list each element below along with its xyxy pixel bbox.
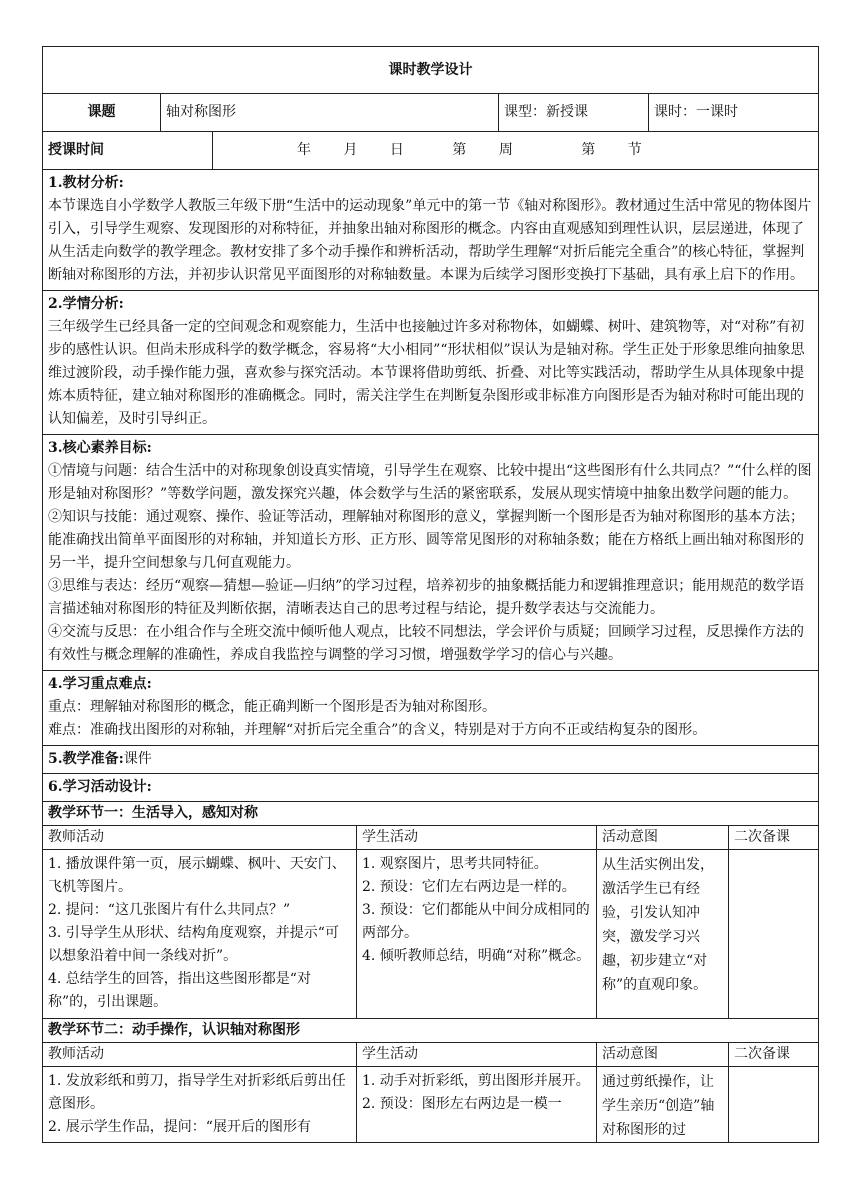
goals-heading: 3.核心素养目标:: [48, 440, 152, 456]
col-header-intent: 活动意图: [597, 1043, 729, 1067]
student-step: 1. 观察图片，思考共同特征。: [362, 856, 548, 872]
learners-heading: 2.学情分析:: [48, 296, 124, 312]
teacher-step: 4. 总结学生的回答，指出这些图形都是“对称”的，引出课题。: [48, 971, 311, 1010]
keypoints-heading: 4.学习重点难点:: [48, 676, 152, 692]
student-step: 3. 预设：它们都能从中间分成相同的两部分。: [362, 902, 590, 941]
period-prefix: 第: [581, 142, 596, 158]
student-step: 2. 预设：它们左右两边是一样的。: [362, 879, 576, 895]
lesson-period: 课时：一课时: [649, 94, 819, 132]
learners-body: 三年级学生已经具备一定的空间观念和观察能力，生活中也接触过许多对称物体，如蝴蝶、树叶、建筑物等，对“对称”有初步的感性认识。但尚未形成科学的数学概念，容易将“大小相同”“形状相似”误认为是轴对称。学生正处于形象思维向抽象思维过渡阶段，动手操作能力强，喜欢参与探究活动。本节课将借助剪纸、折叠、对比等实践活动，帮助学生从具体现象中提炼本质特征，建立轴对称图形的准确概念。同时，需关注学生在判断复杂图形或非标准方向图形是否为轴对称时可能出现的认知偏差，及时引导纠正。: [48, 319, 805, 427]
teacher-step: 3. 引导学生从形状、结构角度观察，并提示“可以想象沿着中间一条线对折”。: [48, 925, 339, 964]
section-materials: [43, 170, 819, 291]
section-keypoints: [43, 671, 819, 746]
student-step: 1. 动手对折彩纸，剪出图形并展开。: [362, 1073, 590, 1089]
preparation-heading: 5.教学准备:: [48, 751, 124, 767]
topic-label: 课题: [43, 94, 161, 132]
stage1-student-cell: [357, 850, 597, 1019]
year-label: 年: [297, 142, 311, 158]
goal-item: ②知识与技能：通过观察、操作、验证等活动，理解轴对称图形的意义，掌握判断一个图形是否为轴对称图形的基本方法；能准确找出简单平面图形的对称轴，并知道长方形、正方形、圆等常见图形的对称轴条数；能在方格纸上画出轴对称图形的另一半，提升空间想象与几何直观能力。: [48, 509, 804, 571]
teacher-step: 2. 展示学生作品，提问：“展开后的图形有: [48, 1119, 311, 1135]
stage-title: 教学环节一：生活导入，感知对称: [43, 802, 819, 826]
lesson-type: 课型：新授课: [499, 94, 649, 132]
week-label: 周: [498, 142, 513, 158]
teacher-step: 1. 播放课件第一页，展示蝴蝶、枫叶、天安门、飞机等图片。: [48, 856, 346, 895]
col-header-second: 二次备课: [729, 1043, 819, 1067]
week-prefix: 第: [452, 142, 467, 158]
student-step: 2. 预设：图形左右两边是一模一: [362, 1096, 562, 1112]
teacher-step: 1. 发放彩纸和剪刀，指导学生对折彩纸后剪出任意图形。: [48, 1073, 346, 1112]
goal-item: ①情境与问题：结合生活中的对称现象创设真实情境，引导学生在观察、比较中提出“这些图形有什么共同点？”“什么样的图形是轴对称图形？”等数学问题，激发探究兴趣，体会数学与生活的紧密联系，发展从现实情境中抽象出数学问题的能力。: [48, 463, 812, 502]
section-goals: [43, 435, 819, 671]
stage-title: 教学环节二：动手操作，认识轴对称图形: [43, 1019, 819, 1043]
difficult-point: 难点：准确找出图形的对称轴，并理解“对折后完全重合”的含义，特别是对于方向不正或结构复杂的图形。: [48, 722, 707, 738]
stage1-teacher-cell: [43, 850, 357, 1019]
period-label: 节: [627, 142, 642, 158]
col-header-student: 学生活动: [357, 826, 597, 850]
stage2-intent-cell: 通过剪纸操作，让学生亲历“创造”轴对称图形的过: [597, 1067, 729, 1143]
materials-heading: 1.教材分析:: [48, 175, 124, 191]
goal-item: ④交流与反思：在小组合作与全班交流中倾听他人观点，比较不同想法，学会评价与质疑；回顾学习过程，反思操作方法的有效性与概念理解的准确性，养成自我监控与调整的学习习惯，增强数学学习的信心与兴趣。: [48, 624, 804, 663]
lesson-plan-page: [42, 46, 818, 1143]
student-step: 4. 倾听教师总结，明确“对称”概念。: [362, 948, 591, 964]
time-fields: [213, 132, 819, 170]
day-label: 日: [389, 142, 404, 158]
activity-design-heading: 6.学习活动设计:: [43, 774, 819, 802]
materials-body: 本节课选自小学数学人教版三年级下册“生活中的运动现象”单元中的第一节《轴对称图形》。教材通过生活中常见的物体图片引入，引导学生观察、发现图形的对称特征，并抽象出轴对称图形的概念。内容由直观感知到理性认识，层层递进，体现了从生活走向数学的教学理念。教材安排了多个动手操作和辨析活动，帮助学生理解“对折后能完全重合”的核心特征，掌握判断轴对称图形的方法，并初步认识常见平面图形的对称轴数量。本课为后续学习图形变换打下基础，具有承上启下的作用。: [48, 198, 812, 283]
col-header-teacher: 教师活动: [43, 826, 357, 850]
topic-value: 轴对称图形: [161, 94, 499, 132]
stage1-second-cell: [729, 850, 819, 1019]
teacher-step: 2. 提问：“这几张图片有什么共同点？”: [48, 902, 291, 918]
col-header-second: 二次备课: [729, 826, 819, 850]
stage2-second-cell: [729, 1067, 819, 1143]
stage1-intent-cell: 从生活实例出发，激活学生已有经验，引发认知冲突，激发学习兴趣，初步建立“对称”的直观印象。: [597, 850, 729, 1019]
section-preparation: [43, 746, 819, 774]
goal-item: ③思维与表达：经历“观察—猜想—验证—归纳”的学习过程，培养初步的抽象概括能力和逻辑推理意识；能用规范的数学语言描述轴对称图形的特征及判断依据，清晰表达自己的思考过程与结论，提升数学表达与交流能力。: [48, 578, 805, 617]
col-header-intent: 活动意图: [597, 826, 729, 850]
month-label: 月: [343, 142, 358, 158]
col-header-student: 学生活动: [357, 1043, 597, 1067]
stage2-teacher-cell: [43, 1067, 357, 1143]
key-point: 重点：理解轴对称图形的概念，能正确判断一个图形是否为轴对称图形。: [48, 699, 496, 715]
preparation-value: 课件: [123, 751, 152, 767]
page-title: 课时教学设计: [43, 47, 819, 94]
col-header-teacher: 教师活动: [43, 1043, 357, 1067]
section-learners: [43, 291, 819, 435]
stage2-student-cell: [357, 1067, 597, 1143]
lesson-plan-table: [42, 46, 819, 1143]
time-label: 授课时间: [43, 132, 213, 170]
